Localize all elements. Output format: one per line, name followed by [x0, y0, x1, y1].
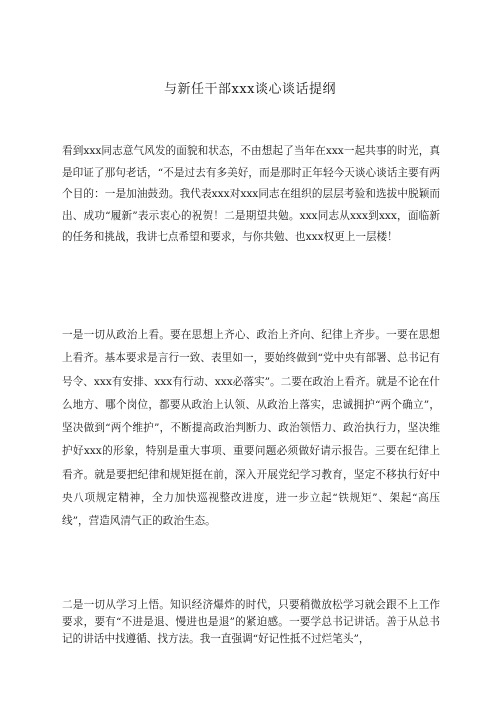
document-title: 与新任干部xxx谈心谈话提纲 — [164, 82, 336, 97]
paragraph-point-two: 二是一切从学习上悟。知识经济爆炸的时代，只要稍微放松学习就会跟不上工作要求，要有“不进是退、慢进也是退”的紧迫感。一要学总书记讲话。善于从总书记的讲话中找遵循、找方法。我一直强调“好记性抵不过烂笔头”， — [62, 599, 440, 645]
paragraph-point-one: 一是一切从政治上看。要在思想上齐心、政治上齐向、纪律上齐步。一要在思想上看齐。基本要求是言行一致、表里如一，要始终做到“党中央有部署、总书记有号令、xxx有安排、xxx有行动、xxx必落实”。二要在政治上看齐。就是不论在什么地方、哪个岗位，都要从政治上认领、从政治上落实，忠诚拥护“两个确立”，坚决做到“两个维护”，不断提高政治判断力、政治领悟力、政治执行力，坚决维护好xxx的形象，特别是重大事项、重要问题必须做好请示报告。三要在纪律上看齐。就是要把纪律和规矩挺在前，深入开展党纪学习教育，坚定不移执行好中央八项规定精神，全力加快巡视整改进度，进一步立起“铁规矩”、架起“高压线”，营造风清气正的政治生态。 — [62, 329, 440, 528]
paragraph-intro: 看到xxx同志意气风发的面貌和状态，不由想起了当年在xxx一起共事的时光，真是印证了那句老话，“不是过去有多美好，而是那时正年轻今天谈心谈话主要有两个目的：一是加油鼓劲。我代表xxx对xxx同志在组织的层层考验和选拔中脱颖而出、成功“履新”表示衷心的祝贺！二是期望共勉。xxx同志从xxx到xxx，面临新的任务和挑战，我讲七点希望和要求，与你共勉、也xxx权更上一层楼！ — [62, 145, 440, 243]
